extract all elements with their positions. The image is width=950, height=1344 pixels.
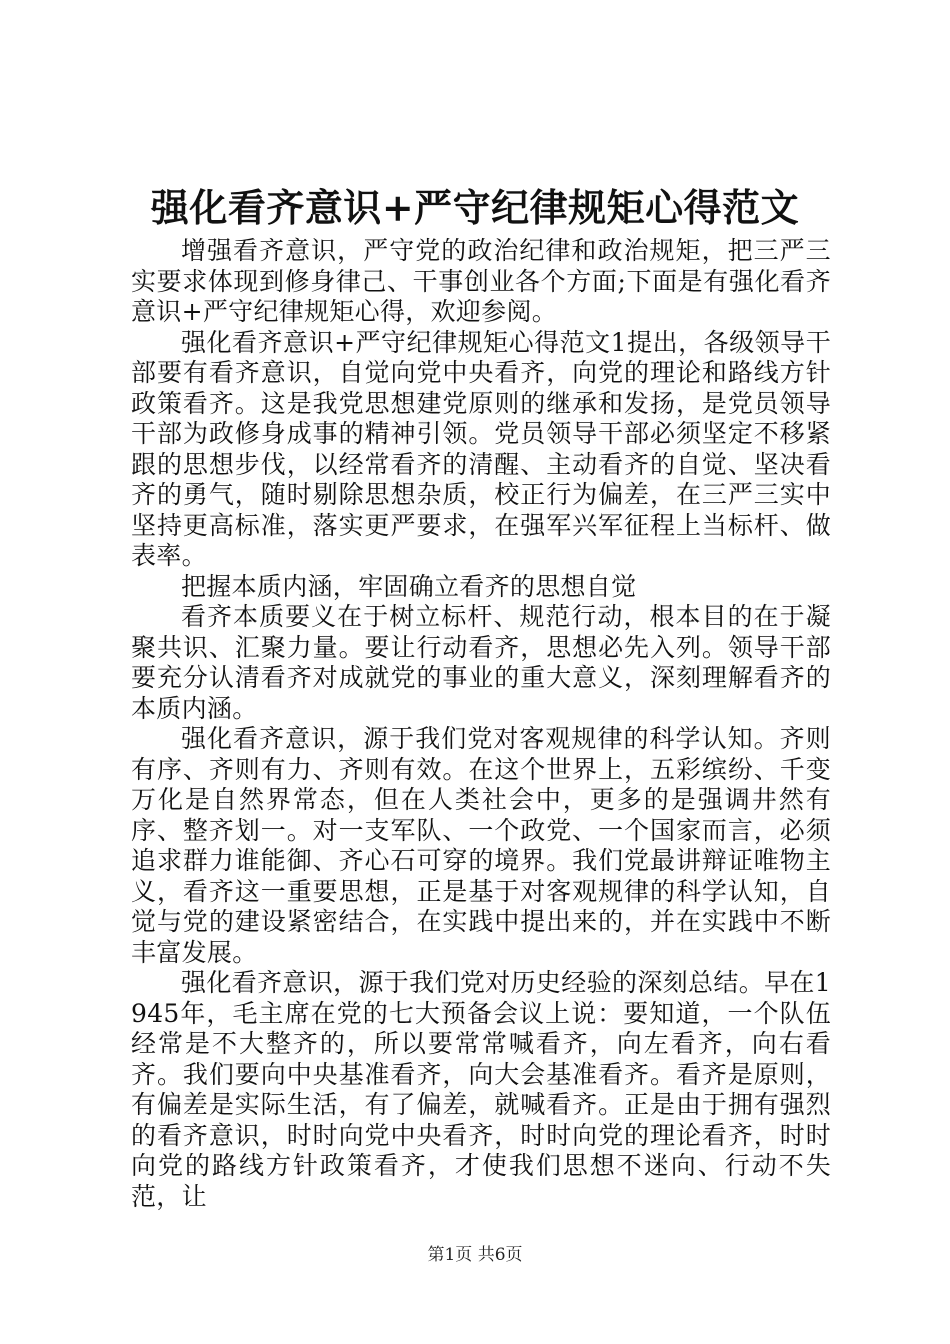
paragraph-4: 强化看齐意识，源于我们党对客观规律的科学认知。齐则有序、齐则有力、齐则有效。在这个世界上，五彩缤纷、千变万化是自然界常态，但在人类社会中，更多的是强调井然有序、整齐划一。对一支军队、一个政党、一个国家而言，必须追求群力谁能御、齐心石可穿的境界。我们党最讲辩证唯物主义，看齐这一重要思想，正是基于对客观规律的科学认知，自觉与党的建设紧密结合，在实践中提出来的，并在实践中不断丰富发展。 <box>131 724 831 967</box>
paragraph-1: 增强看齐意识，严守党的政治纪律和政治规矩，把三严三实要求体现到修身律己、干事创业各个方面;下面是有强化看齐意识+严守纪律规矩心得，欢迎参阅。 <box>131 236 831 326</box>
paragraph-3: 看齐本质要义在于树立标杆、规范行动，根本目的在于凝聚共识、汇聚力量。要让行动看齐，思想必先入列。领导干部要充分认清看齐对成就党的事业的重大意义，深刻理解看齐的本质内涵。 <box>131 602 831 723</box>
section-heading: 把握本质内涵，牢固确立看齐的思想自觉 <box>181 571 637 601</box>
document-body <box>131 236 831 1212</box>
page-number-footer: 第1页 共6页 <box>427 1245 523 1265</box>
paragraph-2: 强化看齐意识+严守纪律规矩心得范文1提出，各级领导干部要有看齐意识，自觉向党中央看齐，向党的理论和路线方针政策看齐。这是我党思想建党原则的继承和发扬，是党员领导干部为政修身成事的精神引领。党员领导干部必须坚定不移紧跟的思想步伐，以经常看齐的清醒、主动看齐的自觉、坚决看齐的勇气，随时剔除思想杂质，校正行为偏差，在三严三实中坚持更高标准，落实更严要求，在强军兴军征程上当标杆、做表率。 <box>131 327 831 570</box>
paragraph-5: 强化看齐意识，源于我们党对历史经验的深刻总结。早在1945年，毛主席在党的七大预备会议上说：要知道，一个队伍经常是不大整齐的，所以要常常喊看齐，向左看齐，向右看齐。我们要向中央基准看齐，向大会基准看齐。看齐是原则，有偏差是实际生活，有了偏差，就喊看齐。正是由于拥有强烈的看齐意识，时时向党中央看齐，时时向党的理论看齐，时时向党的路线方针政策看齐，才使我们思想不迷向、行动不失范，让 <box>131 968 831 1211</box>
document-title: 强化看齐意识+严守纪律规矩心得范文 <box>150 185 800 230</box>
